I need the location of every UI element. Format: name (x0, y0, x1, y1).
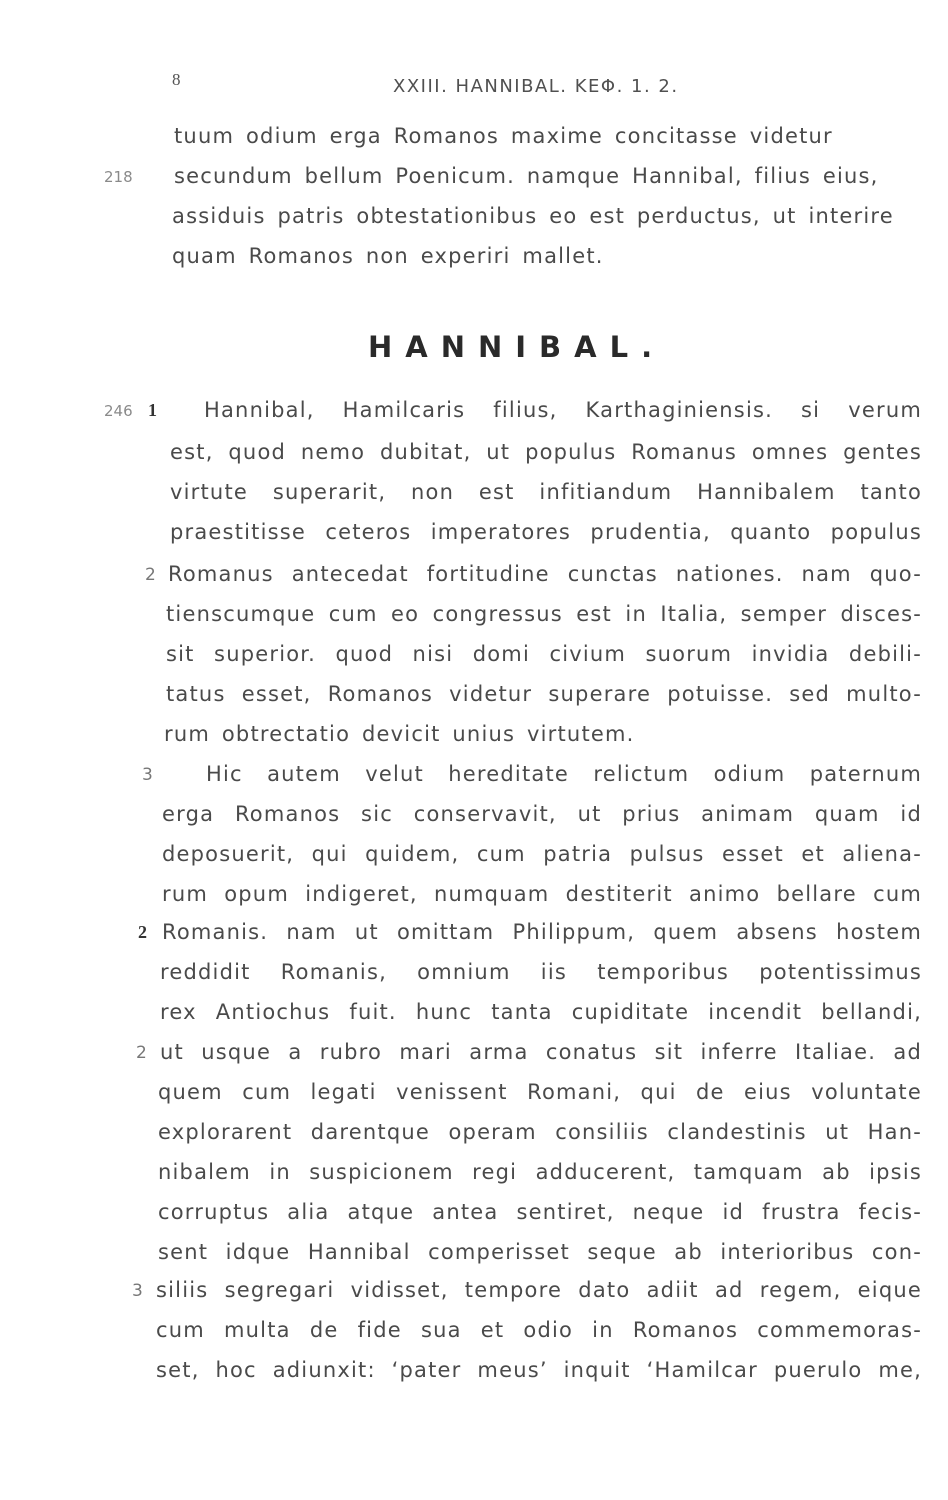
paragraph-number: 3 (132, 1281, 143, 1301)
line-text: est, quod nemo dubitat, ut populus Romanus omnes gentes (170, 440, 922, 464)
text-line (0, 1358, 948, 1390)
line-text: sent idque Hannibal comperisset seque ab interioribus con- (158, 1240, 922, 1264)
line-text: quem cum legati venissent Romani, qui de eius voluntate (158, 1080, 922, 1104)
line-text: corruptus alia atque antea sentiret, neque id frustra fecis- (158, 1200, 922, 1224)
page-number: 8 (172, 70, 181, 89)
line-text: deposuerit, qui quidem, cum patria pulsus esset et aliena- (162, 842, 922, 866)
paragraph-number: 3 (142, 765, 153, 785)
running-head: XXIII. HANNIBAL. ΚΕΦ. 1. 2. (393, 76, 679, 97)
paragraph-number: 2 (136, 1043, 147, 1063)
section-number: 2 (138, 922, 147, 942)
line-text: secundum bellum Poenicum. namque Hannibal, filius eius, (174, 164, 879, 188)
line-text: set, hoc adiunxit: ‘pater meus’ inquit ‘Hamilcar puerulo me, (156, 1358, 922, 1382)
line-text: nibalem in suspicionem regi adducerent, tamquam ab ipsis (158, 1160, 922, 1184)
text-line (0, 1318, 948, 1350)
text-line (0, 164, 948, 196)
line-text: tatus esset, Romanos videtur superare potuisse. sed multo- (166, 682, 922, 706)
line-text: quam Romanos non experiri mallet. (172, 244, 604, 268)
text-line (0, 1120, 948, 1152)
line-text: rum opum indigeret, numquam destiterit animo bellare cum (162, 882, 922, 906)
line-text: assiduis patris obtestationibus eo est perductus, ut interire (172, 204, 894, 228)
line-text: ut usque a rubro mari arma conatus sit inferre Italiae. ad (160, 1040, 922, 1064)
text-line (0, 124, 948, 156)
line-text: Hic autem velut hereditate relictum odium paternum (206, 762, 922, 786)
line-text: reddidit Romanis, omnium iis temporibus potentissimus (160, 960, 922, 984)
text-line (0, 204, 948, 236)
line-text: sit superior. quod nisi domi civium suorum invidia debili- (166, 642, 922, 666)
line-text: erga Romanos sic conservavit, ut prius animam quam id (162, 802, 922, 826)
text-line (0, 398, 948, 430)
line-text: siliis segregari vidisset, tempore dato adiit ad regem, eique (156, 1278, 922, 1302)
text-line (0, 722, 948, 754)
line-text: explorarent darentque operam consiliis clandestinis ut Han- (158, 1120, 922, 1144)
line-text: rum obtrectatio devicit unius virtutem. (164, 722, 635, 746)
chapter-title-text: HANNIBAL. (368, 330, 666, 364)
text-line (0, 1160, 948, 1192)
line-text: praestitisse ceteros imperatores prudentia, quanto populus (170, 520, 922, 544)
text-line (0, 1040, 948, 1072)
line-text: cum multa de fide sua et odio in Romanos commemoras- (156, 1318, 922, 1342)
line-text: Romanus antecedat fortitudine cunctas nationes. nam quo- (168, 562, 922, 586)
section-number: 1 (148, 400, 157, 420)
text-line (0, 520, 948, 552)
text-line (0, 480, 948, 512)
text-line (0, 762, 948, 794)
text-line (0, 842, 948, 874)
text-line (0, 920, 948, 952)
margin-reference-number: 246 (104, 402, 133, 420)
text-line (0, 682, 948, 714)
text-line (0, 960, 948, 992)
page-header (0, 70, 948, 100)
text-line (0, 602, 948, 634)
line-text: tuum odium erga Romanos maxime concitasse videtur (174, 124, 833, 148)
text-line (0, 882, 948, 914)
line-text: virtute superarit, non est infitiandum Hannibalem tanto (170, 480, 922, 504)
text-line (0, 1000, 948, 1032)
line-text: tienscumque cum eo congressus est in Italia, semper disces- (166, 602, 922, 626)
text-line (0, 1200, 948, 1232)
line-text: Romanis. nam ut omittam Philippum, quem absens hostem (162, 920, 922, 944)
text-line (0, 802, 948, 834)
paragraph-number: 2 (145, 565, 156, 585)
margin-reference-number: 218 (104, 168, 133, 186)
text-line (0, 1080, 948, 1112)
text-line (0, 244, 948, 276)
line-text: Hannibal, Hamilcaris filius, Karthaginiensis. si verum (204, 398, 922, 422)
text-line (0, 1240, 948, 1272)
text-line (0, 562, 948, 594)
text-line (0, 642, 948, 674)
text-line (0, 440, 948, 472)
text-line (0, 1278, 948, 1310)
line-text: rex Antiochus fuit. hunc tanta cupiditate incendit bellandi, (160, 1000, 922, 1024)
